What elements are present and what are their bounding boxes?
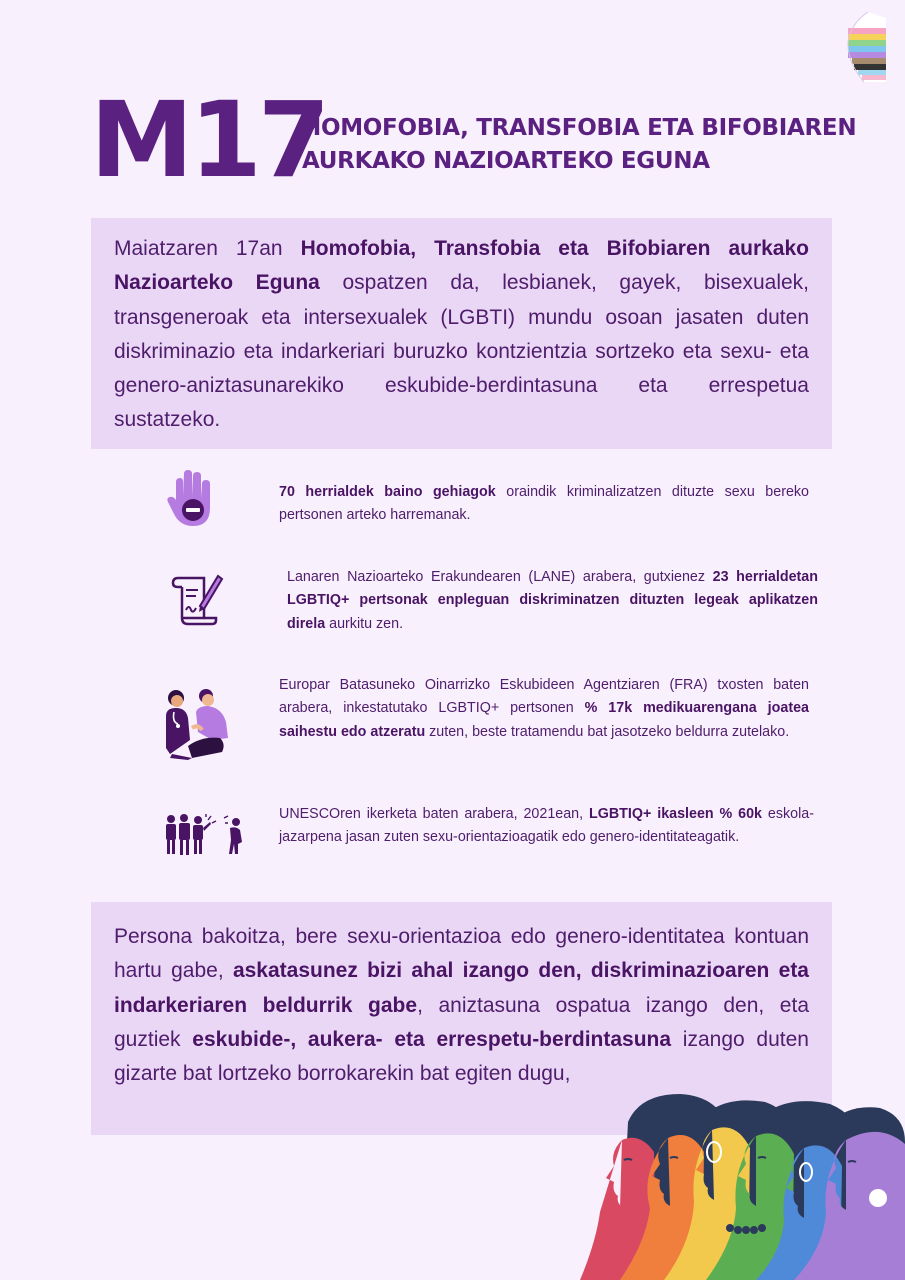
closing-bold-2: eskubide-, aukera- eta errespetu-berdintasuna bbox=[192, 1027, 672, 1051]
doctor-patient-icon bbox=[162, 688, 232, 760]
fact-text-3 bbox=[279, 674, 809, 744]
rainbow-feather-logo-icon bbox=[842, 10, 890, 86]
fact-text-4 bbox=[279, 803, 814, 850]
law-scroll-icon bbox=[170, 572, 224, 628]
intro-text-1: Maiatzaren 17an bbox=[114, 237, 301, 260]
closing-text-3: izango duten gizarte bat lortzeko borrokarekin bat egiten dugu, bbox=[114, 1027, 809, 1086]
intro-paragraph bbox=[114, 232, 809, 438]
fact-4-bold: LGBTIQ+ ikasleen % 60k bbox=[588, 806, 762, 822]
fact-1-text: oraindik kriminalizatzen dituzte sexu bereko pertsonen arteko harremanak. bbox=[279, 484, 810, 524]
page-subtitle bbox=[302, 112, 862, 178]
fact-1-bold: 70 herrialdek baino gehiagok bbox=[279, 484, 496, 500]
fact-2-text-2: aurkitu zen. bbox=[325, 615, 404, 632]
closing-paragraph bbox=[114, 920, 809, 1091]
page-title: M17 bbox=[90, 79, 327, 201]
fact-text-1 bbox=[279, 481, 809, 528]
stop-hand-icon bbox=[166, 470, 216, 528]
rainbow-profiles-illustration-icon bbox=[580, 1092, 905, 1280]
intro-bold-1: Homofobia, Transfobia eta Bifobiaren aurkako Nazioarteko Eguna bbox=[114, 237, 809, 295]
subtitle-line-2: AURKAKO NAZIOARTEKO EGUNA bbox=[302, 148, 710, 174]
intro-box bbox=[91, 218, 832, 449]
fact-4-text-1: UNESCOren ikerketa baten arabera, 2021ean, bbox=[279, 806, 589, 822]
fact-2-bold: 23 herrialdetan LGBTIQ+ pertsonak enpleguan diskriminatzen dituzten legeak aplikatzen direla bbox=[287, 569, 818, 632]
fact-3-text-1: Europar Batasuneko Oinarrizko Eskubideen Agentziaren (FRA) txosten baten arabera, inkestatutako LGBTIQ+ pertsonen bbox=[279, 677, 809, 717]
closing-text-1: Persona bakoitza, bere sexu-orientazioa edo genero-identitatea kontuan hartu gabe, bbox=[114, 925, 809, 983]
fact-4-text-2: eskola-jazarpena jasan zuten sexu-orientazioagatik edo genero-identitateagatik. bbox=[279, 806, 814, 846]
fact-3-text-2: zuten, beste tratamendu bat jasotzeko beldurra zutelako. bbox=[425, 723, 790, 740]
subtitle-line-1: HOMOFOBIA, TRANSFOBIA ETA BIFOBIAREN bbox=[302, 115, 857, 141]
bullying-group-icon bbox=[164, 814, 248, 856]
fact-2-text-1: Lanaren Nazioarteko Erakundearen (LANE) arabera, gutxienez bbox=[287, 569, 713, 585]
fact-3-bold: % 17k medikuarengana joatea saihestu edo atzeratu bbox=[279, 700, 809, 740]
fact-text-2 bbox=[287, 566, 818, 636]
intro-text-2: ospatzen da, lesbianek, gayek, bisexualek, transgeneroak eta intersexualek (LGBTI) mundu osoan jasaten duten diskriminazio eta indarkeriari buruzko kontzientzia sortzeko eta sexu- eta genero-aniztasunarekiko eskubide-berdintasuna eta errespetua sustatzeko. bbox=[114, 271, 809, 432]
closing-text-2: , aniztasuna ospatua izango den, eta guztiek bbox=[114, 993, 809, 1051]
closing-bold-1: askatasunez bizi ahal izango den, diskriminazioaren eta indarkeriaren beldurrik gabe bbox=[114, 959, 809, 1017]
